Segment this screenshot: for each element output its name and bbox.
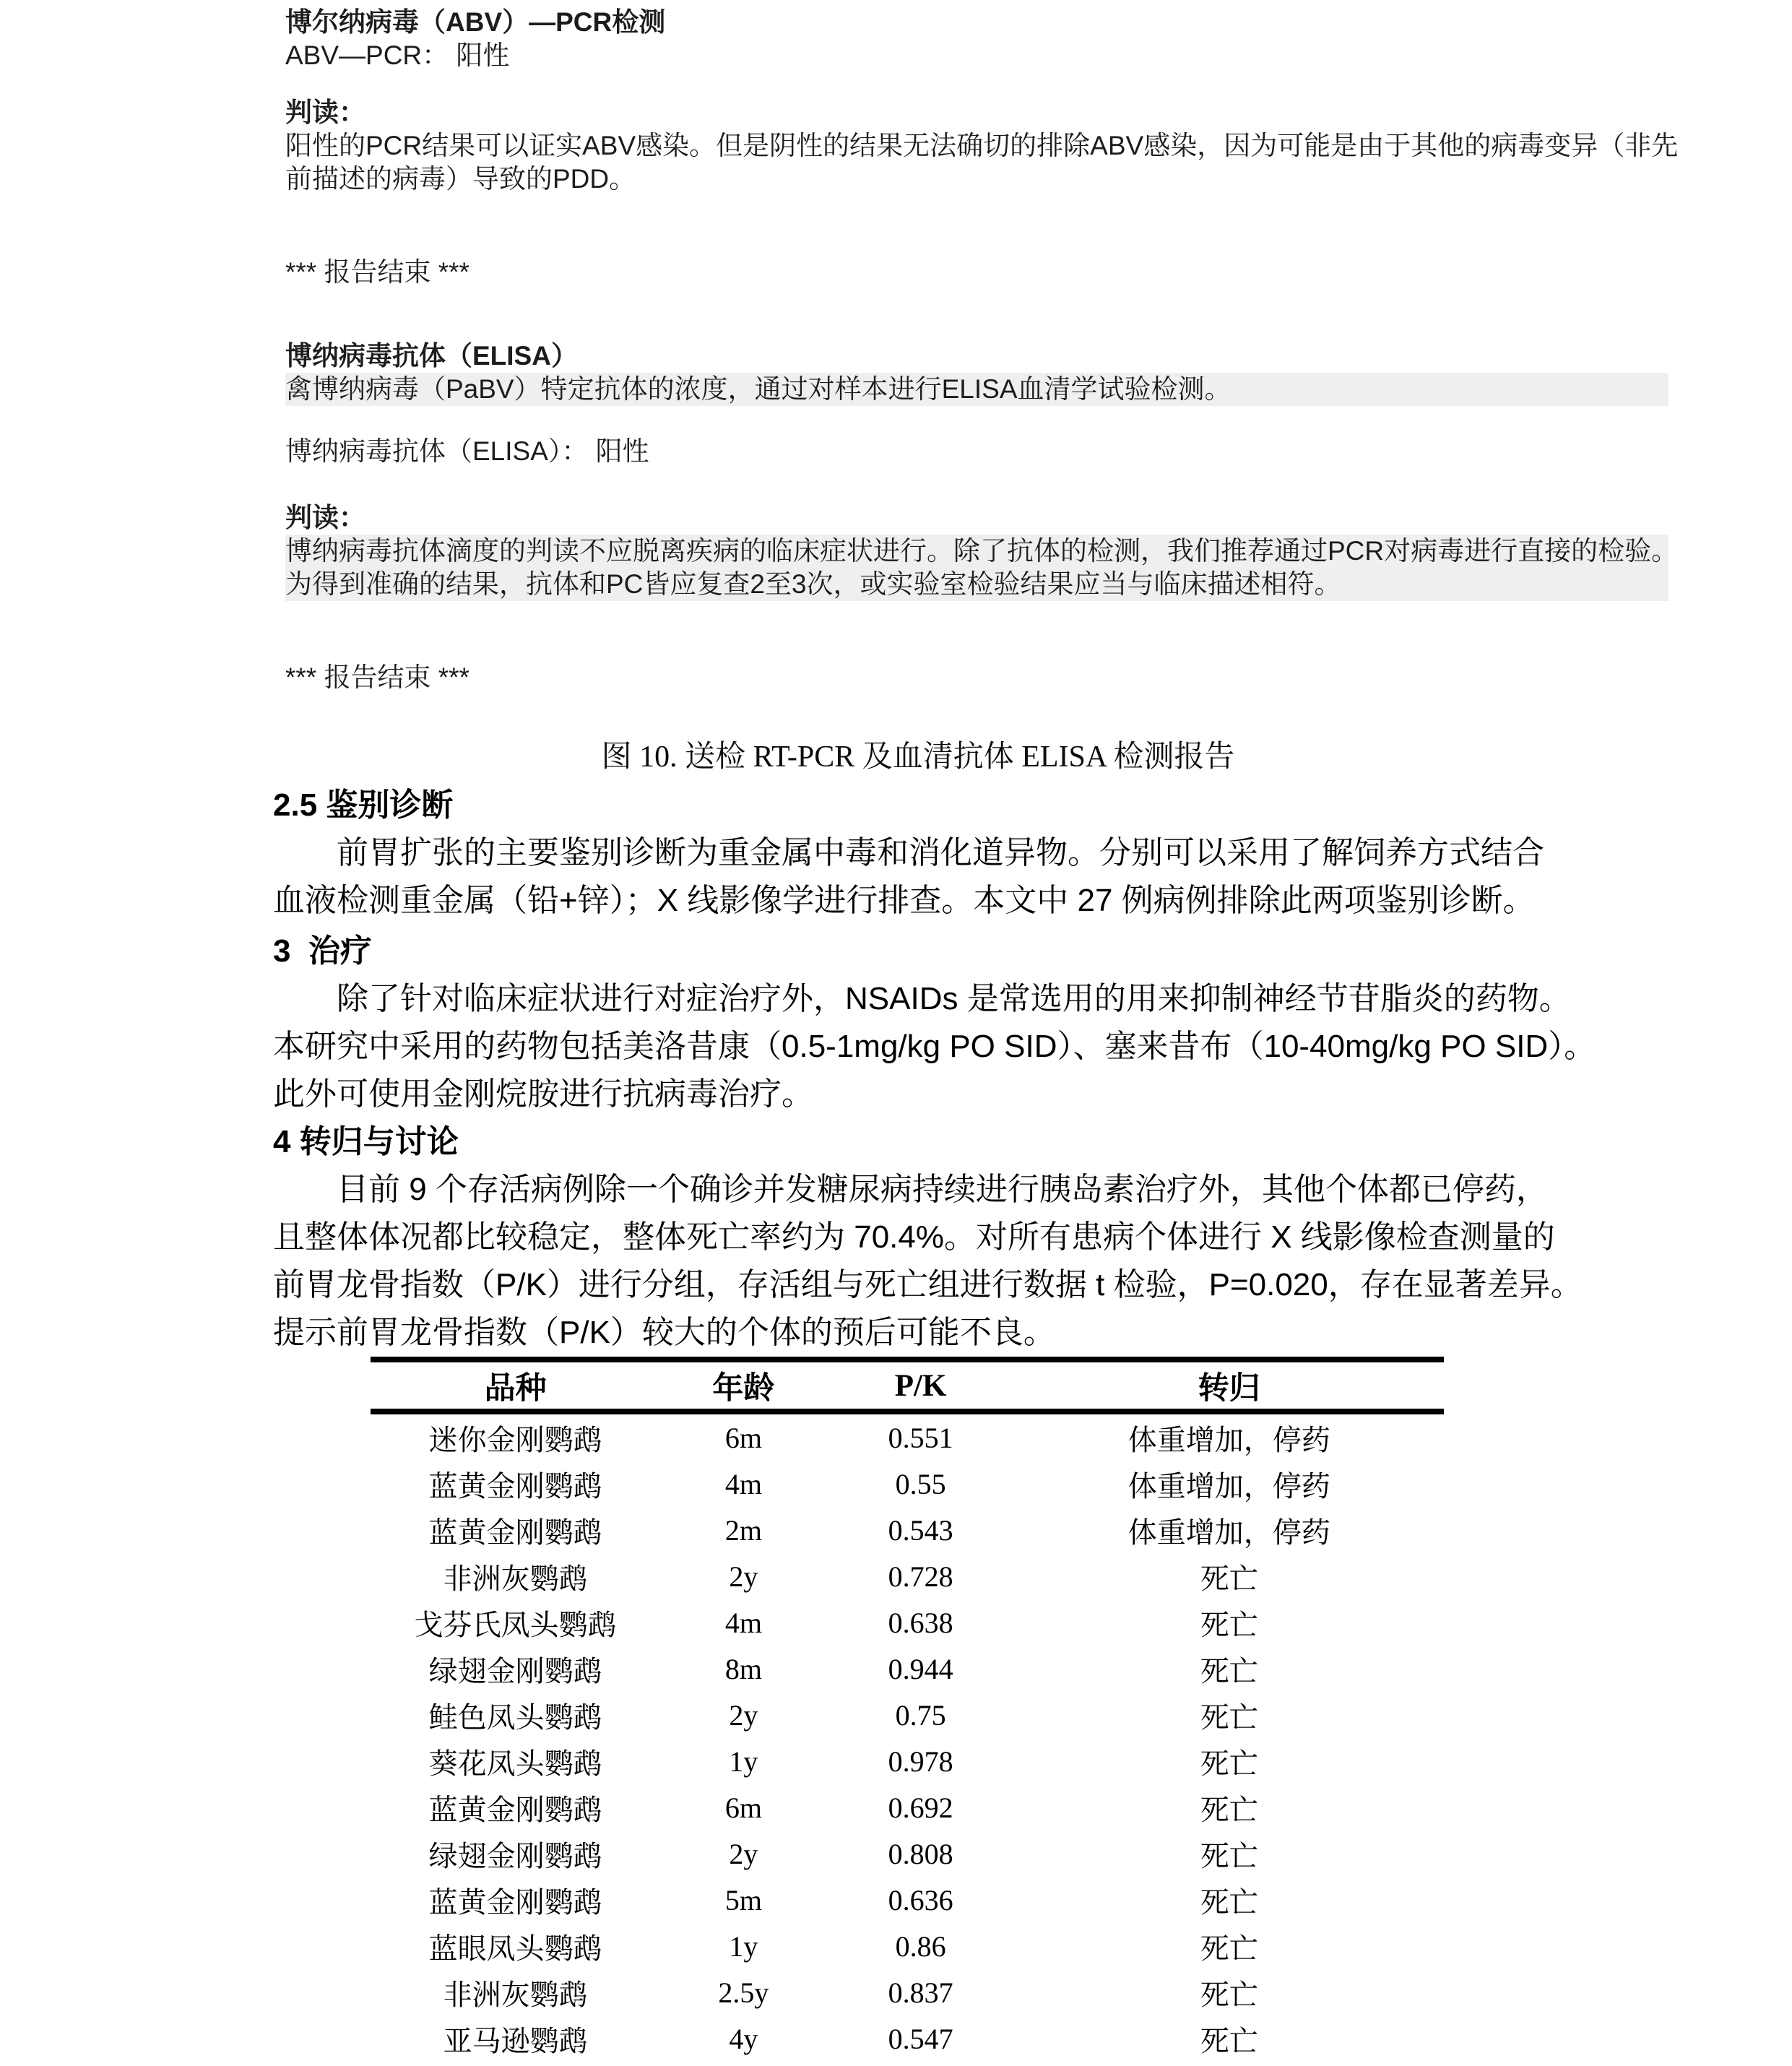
cell-species: 迷你金刚鹦鹉	[428, 1423, 602, 1456]
cell-outcome: 死亡	[1200, 1700, 1258, 1734]
cell-outcome: 死亡	[1200, 1885, 1258, 1919]
col-header-age: 年龄	[660, 1360, 826, 1412]
cell-outcome: 体重增加，停药	[1127, 1469, 1330, 1503]
table-row	[371, 1784, 1444, 1831]
paragraph-line: 博纳病毒抗体滴度的判读不应脱离疾病的临床症状进行。除了抗体的检测，我们推荐通过PCR对病毒进行直接的检验。	[285, 535, 1668, 568]
cell-pk: 0.944	[888, 1652, 953, 1685]
cell-outcome: 死亡	[1200, 1562, 1258, 1595]
cell-species: 绿翅金刚鹦鹉	[428, 1839, 602, 1872]
paragraph-line: 提示前胃龙骨指数（P/K）较大的个体的预后可能不良。	[273, 1315, 1055, 1350]
elisa-interpretation-label: 判读：	[285, 503, 365, 532]
cell-age: 1y	[729, 1929, 758, 1963]
cell-age: 2m	[724, 1513, 762, 1547]
cell-outcome: 体重增加，停药	[1127, 1423, 1330, 1456]
pcr-report-block	[285, 0, 1679, 289]
cell-outcome: 死亡	[1200, 2024, 1258, 2057]
paragraph-line: 除了针对临床症状进行对症治疗外，NSAIDs 是常选用的用来抑制神经节苷脂炎的药物。	[337, 981, 1571, 1016]
cell-outcome: 死亡	[1200, 1839, 1258, 1872]
cell-pk: 0.728	[888, 1560, 953, 1593]
cell-species: 亚马逊鹦鹉	[443, 2024, 588, 2057]
cell-species: 蓝眼凤头鹦鹉	[428, 1932, 602, 1965]
outcome-table-wrapper	[371, 1357, 1792, 2062]
table-row	[371, 1738, 1444, 1784]
elisa-result-line: 博纳病毒抗体（ELISA）： 阳性	[285, 436, 649, 466]
section-heading: 2.5 鉴别诊断	[273, 787, 454, 823]
cell-pk: 0.543	[888, 1513, 953, 1547]
cell-species: 蓝黄金刚鹦鹉	[428, 1469, 602, 1503]
cell-pk: 0.55	[895, 1467, 946, 1500]
paragraph-line: 此外可使用金刚烷胺进行抗病毒治疗。	[273, 1076, 813, 1112]
table-row	[371, 1877, 1444, 1923]
cell-species: 戈芬氏凤头鹦鹉	[414, 1608, 617, 1641]
cell-pk: 0.808	[888, 1837, 953, 1870]
paragraph-line: 且整体体况都比较稳定，整体死亡率约为 70.4%。对所有患病个体进行 X 线影像检查测量的	[273, 1219, 1555, 1255]
cell-age: 1y	[729, 1745, 758, 1778]
col-header-outcome: 转归	[1015, 1360, 1444, 1412]
cell-age: 2y	[729, 1837, 758, 1870]
table-row	[371, 2015, 1444, 2062]
cell-outcome: 体重增加，停药	[1127, 1516, 1330, 1549]
elisa-description-line: 禽博纳病毒（PaBV）特定抗体的浓度，通过对样本进行ELISA血清学试验检测。	[285, 373, 1668, 406]
report-end-marker: *** 报告结束 ***	[285, 257, 469, 287]
table-header-row	[371, 1360, 1444, 1412]
pcr-interpretation-label: 判读：	[285, 98, 365, 127]
table-row	[371, 1553, 1444, 1599]
table-row	[371, 1831, 1444, 1877]
cell-pk: 0.837	[888, 1976, 953, 2009]
paragraph-line: 本研究中采用的药物包括美洛昔康（0.5-1mg/kg PO SID）、塞来昔布（10-40mg/kg PO SID）。	[273, 1029, 1596, 1064]
paragraph-line: 前胃龙骨指数（P/K）进行分组，存活组与死亡组进行数据 t 检验，P=0.020，存在显著差异。	[273, 1267, 1583, 1302]
cell-pk: 0.978	[888, 1745, 953, 1778]
table-row	[371, 1923, 1444, 1969]
cell-pk: 0.638	[888, 1606, 953, 1639]
table-row	[371, 1599, 1444, 1646]
section-differential-diagnosis	[0, 782, 1792, 925]
cell-age: 5m	[724, 1883, 762, 1916]
cell-species: 蓝黄金刚鹦鹉	[428, 1793, 602, 1826]
section-heading: 4 转归与讨论	[273, 1124, 459, 1159]
figure-caption: 图 10. 送检 RT-PCR 及血清抗体 ELISA 检测报告	[601, 740, 1235, 774]
section-outcome-discussion	[0, 1118, 1792, 1357]
table-row	[371, 1412, 1444, 1461]
cell-species: 葵花凤头鹦鹉	[428, 1747, 602, 1780]
pcr-result-line: ABV—PCR： 阳性	[285, 40, 510, 70]
paragraph-line: 目前 9 个存活病例除一个确诊并发糖尿病持续进行胰岛素治疗外，其他个体都已停药，	[337, 1172, 1548, 1207]
cell-outcome: 死亡	[1200, 1932, 1258, 1965]
elisa-report-block	[285, 340, 1679, 694]
cell-outcome: 死亡	[1200, 1793, 1258, 1826]
cell-outcome: 死亡	[1200, 1654, 1258, 1687]
section-heading: 3 治疗	[273, 933, 372, 969]
cell-age: 6m	[724, 1791, 762, 1824]
cell-age: 6m	[724, 1421, 762, 1454]
cell-pk: 0.86	[895, 1929, 946, 1963]
table-row	[371, 1461, 1444, 1507]
cell-age: 8m	[724, 1652, 762, 1685]
paragraph-line: 前描述的病毒）导致的PDD。	[285, 164, 636, 194]
table-row	[371, 1646, 1444, 1692]
cell-pk: 0.75	[895, 1698, 946, 1732]
paragraph-line: 阳性的PCR结果可以证实ABV感染。但是阴性的结果无法确切的排除ABV感染，因为可能是由于其他的病毒变异（非先	[285, 131, 1679, 160]
col-header-pk-index: P/K	[827, 1360, 1015, 1412]
cell-age: 4y	[729, 2022, 758, 2055]
cell-outcome: 死亡	[1200, 1608, 1258, 1641]
cell-age: 4m	[724, 1606, 762, 1639]
outcome-table	[371, 1357, 1444, 2062]
cell-age: 2y	[729, 1560, 758, 1593]
cell-species: 非洲灰鹦鹉	[443, 1562, 588, 1595]
table-row	[371, 1507, 1444, 1553]
cell-pk: 0.547	[888, 2022, 953, 2055]
pcr-report-title: 博尔纳病毒（ABV）—PCR检测	[285, 7, 666, 37]
paragraph-line: 为得到准确的结果，抗体和PC皆应复查2至3次，或实验室检验结果应当与临床描述相符。	[285, 568, 1668, 601]
cell-pk: 0.692	[888, 1791, 953, 1824]
cell-age: 2y	[729, 1698, 758, 1732]
cell-outcome: 死亡	[1200, 1978, 1258, 2011]
cell-pk: 0.636	[888, 1883, 953, 1916]
cell-age: 2.5y	[718, 1976, 769, 2009]
cell-species: 鲑色凤头鹦鹉	[428, 1700, 602, 1734]
cell-species: 蓝黄金刚鹦鹉	[428, 1885, 602, 1919]
cell-age: 4m	[724, 1467, 762, 1500]
cell-species: 蓝黄金刚鹦鹉	[428, 1516, 602, 1549]
cell-outcome: 死亡	[1200, 1747, 1258, 1780]
section-treatment	[0, 928, 1792, 1118]
cell-pk: 0.551	[888, 1421, 953, 1454]
report-end-marker: *** 报告结束 ***	[285, 662, 469, 692]
cell-species: 非洲灰鹦鹉	[443, 1978, 588, 2011]
col-header-species: 品种	[371, 1360, 660, 1412]
cell-species: 绿翅金刚鹦鹉	[428, 1654, 602, 1687]
paragraph-line: 血液检测重金属（铅+锌）；X 线影像学进行排查。本文中 27 例病例排除此两项鉴别诊断。	[273, 883, 1535, 918]
elisa-report-title: 博纳病毒抗体（ELISA）	[285, 341, 578, 371]
table-row	[371, 1692, 1444, 1738]
paragraph-line: 前胃扩张的主要鉴别诊断为重金属中毒和消化道异物。分别可以采用了解饲养方式结合	[337, 835, 1544, 870]
table-row	[371, 1969, 1444, 2015]
